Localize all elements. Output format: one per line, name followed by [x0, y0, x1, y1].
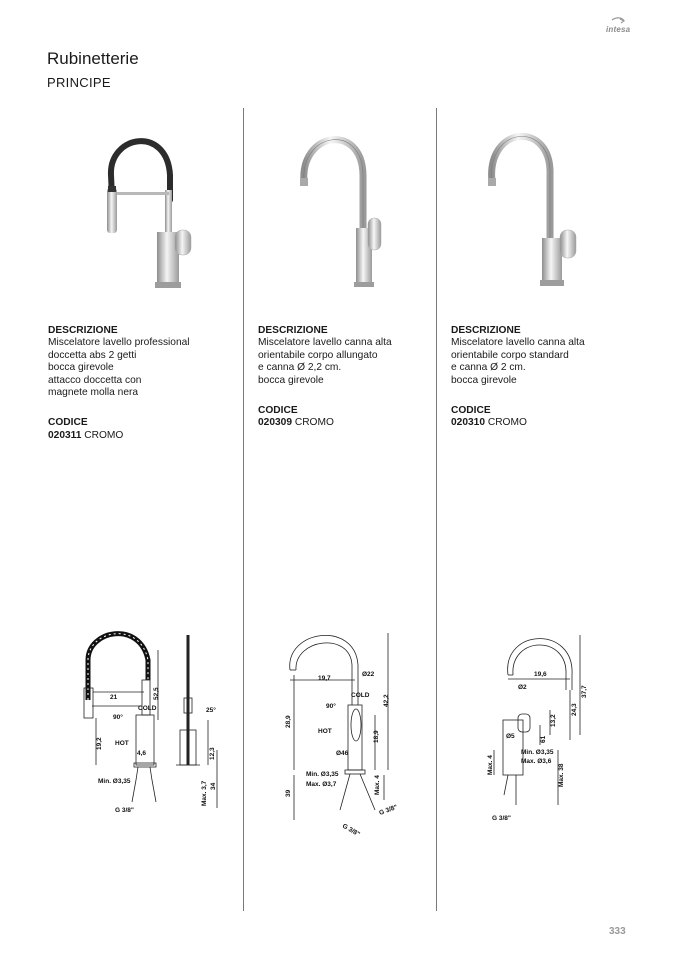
- dim-label: 18,9: [373, 730, 380, 743]
- product-code: 020309: [258, 417, 292, 429]
- dim-label: G 3/8": [341, 822, 361, 839]
- dim-label: G 3/8": [492, 815, 511, 822]
- product-finish: CROMO: [294, 417, 334, 429]
- product-description-020311: [48, 325, 233, 442]
- product-image-020310: [478, 120, 588, 295]
- dim-label: 25°: [206, 707, 216, 714]
- page-number: 333: [609, 926, 626, 937]
- dim-label: HOT: [318, 728, 332, 735]
- dim-label: 28,9: [285, 715, 292, 728]
- dim-label: G 3/8": [115, 807, 134, 814]
- dim-label: 61: [540, 735, 547, 743]
- dim-label: COLD: [351, 692, 370, 699]
- dim-label: 52,5: [153, 687, 160, 700]
- code-heading: CODICE: [451, 405, 491, 417]
- dim-label: 19,2: [96, 737, 103, 750]
- dim-label: 90°: [113, 714, 123, 721]
- description-heading: DESCRIZIONE: [451, 325, 521, 336]
- dim-label: Ø46: [336, 750, 349, 757]
- product-finish: CROMO: [84, 429, 124, 441]
- code-block: [258, 405, 443, 430]
- code-heading: CODICE: [48, 417, 88, 429]
- page-subtitle: PRINCIPE: [47, 75, 111, 90]
- product-code: 020310: [451, 417, 485, 429]
- product-finish: CROMO: [487, 417, 527, 429]
- product-image-020309: [290, 120, 400, 295]
- dim-label: 19,6: [534, 671, 547, 678]
- page-title: Rubinetterie: [47, 49, 139, 68]
- dim-label: Max. 3,7: [201, 780, 208, 806]
- dim-label: 12,3: [209, 747, 216, 760]
- dim-label: HOT: [115, 740, 129, 747]
- description-heading: DESCRIZIONE: [48, 325, 118, 336]
- dim-label: Ø5: [506, 733, 515, 740]
- description-heading: DESCRIZIONE: [258, 325, 328, 336]
- dim-label: Max. 4: [487, 755, 494, 775]
- code-block: [451, 405, 636, 430]
- dim-label: Ø22: [362, 671, 375, 678]
- dim-label: Max. 38: [558, 763, 565, 787]
- dim-label: 39: [285, 789, 292, 797]
- dim-label: 4,6: [137, 750, 147, 757]
- dim-label: 19,7: [318, 675, 331, 682]
- description-text: Miscelatore lavello professional doccetta abs 2 getti bocca girevole attacco doccetta con magnete molla nera: [48, 337, 190, 399]
- technical-drawing-020310: [480, 630, 590, 825]
- dim-label: Ø2: [518, 684, 527, 691]
- dim-label: 24,3: [571, 703, 578, 716]
- description-text: Miscelatore lavello canna alta orientabile corpo standard e canna Ø 2 cm. bocca girevole: [451, 337, 585, 386]
- product-description-020310: [451, 325, 636, 430]
- dim-label: 34: [210, 782, 217, 790]
- description-text: Miscelatore lavello canna alta orientabile corpo allungato e canna Ø 2,2 cm. bocca girevole: [258, 337, 392, 386]
- technical-drawing-020309: [280, 625, 415, 840]
- column-divider-2: [436, 108, 437, 911]
- dim-label: 90°: [326, 703, 336, 710]
- dim-label: Min. Ø3,35: [306, 771, 339, 778]
- dim-label: Max. Ø3,6: [521, 758, 552, 765]
- code-heading: CODICE: [258, 405, 298, 417]
- dim-label: G 3/8": [378, 803, 399, 817]
- dim-label: 37,7: [581, 685, 588, 698]
- product-description-020309: [258, 325, 443, 430]
- dim-label: Max. Ø3,7: [306, 781, 337, 788]
- product-code: 020311: [48, 429, 82, 441]
- brand-name: intesa: [606, 25, 631, 34]
- dim-label: Min. Ø3,35: [98, 778, 131, 785]
- dim-label: 21: [110, 694, 118, 701]
- technical-drawing-020311: [80, 620, 240, 820]
- dim-label: COLD: [138, 705, 157, 712]
- dim-label: 13,2: [550, 714, 557, 727]
- dim-label: Max. 4: [374, 775, 381, 795]
- product-image-020311: [95, 120, 205, 295]
- column-divider-1: [243, 108, 244, 911]
- dim-label: Min. Ø3,35: [521, 749, 554, 756]
- code-block: [48, 417, 233, 442]
- dim-label: 42,2: [383, 694, 390, 707]
